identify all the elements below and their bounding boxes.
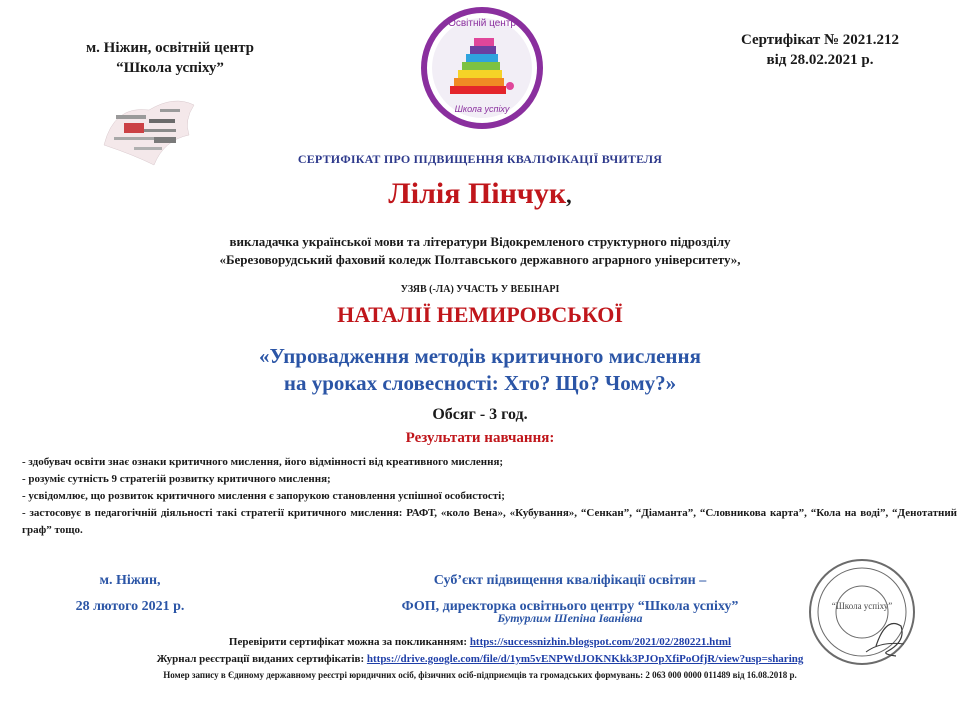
verify-link[interactable]: https://successnizhin.blogspot.com/2021/02/280221.html <box>469 636 732 648</box>
registry-line: Номер запису в Єдиному державному реєстрі юридичних осіб, фізичних осіб-підприємців та громадських формувань: 2 063 000 0000 011489 від 16.08.2018 р. <box>163 670 797 680</box>
verify-line <box>0 636 960 648</box>
certificate-title: СЕРТИФІКАТ ПРО ПІДВИЩЕННЯ КВАЛІФІКАЦІЇ ВЧИТЕЛЯ <box>297 152 663 166</box>
footer-city: м. Ніжин, <box>99 573 161 588</box>
subject-line1: Суб’єкт підвищення кваліфікації освітян – <box>433 573 707 588</box>
city-block <box>40 38 300 78</box>
participation-text: УЗЯВ (-ЛА) УЧАСТЬ У ВЕБІНАРІ <box>400 284 560 295</box>
logo-top-text: Освітній центр <box>448 18 516 29</box>
verify-label: Перевірити сертифікат можна за покликанням: <box>228 636 468 648</box>
webinar-title-line2: на уроках словесності: Хто? Що? Чому?» <box>283 371 677 395</box>
city-line2: “Школа успіху” <box>116 60 224 76</box>
logo-bottom-text: Школа успіху <box>454 104 510 114</box>
journal-line <box>0 653 960 665</box>
signer-name: Бутурлим Шепіна Іванівна <box>497 611 643 625</box>
certificate-date: від 28.02.2021 р. <box>766 52 874 68</box>
certificate-number-block <box>700 30 940 70</box>
webinar-title-line1: «Упровадження методів критичного мислення <box>259 344 701 368</box>
footer-city-block <box>40 568 220 620</box>
person-name-suffix: , <box>566 183 572 208</box>
footer-date: 28 лютого 2021 р. <box>75 599 185 614</box>
journal-link[interactable]: https://drive.google.com/file/d/1ym5vENPWtlJOKNKkk3PJOpXfiPoOfjR/view?usp=sharing <box>366 653 804 665</box>
result-item: - розуміє сутність 9 стратегій розвитку критичного мислення; <box>22 473 331 485</box>
city-line1: м. Ніжин, освітній центр <box>85 40 255 56</box>
result-item: - усвідомлює, що розвиток критичного мислення є запорукою становлення успішної особистості; <box>22 490 505 502</box>
certificate-number: Сертифікат № 2021.212 <box>740 32 900 48</box>
course-volume: Обсяг - 3 год. <box>432 406 528 423</box>
person-name-text: Лілія Пінчук <box>388 177 567 210</box>
staircase-logo-icon <box>420 6 544 130</box>
journal-label: Журнал реєстрації виданих сертифікатів: <box>156 653 365 665</box>
results-title: Результати навчання: <box>405 430 555 446</box>
stamp-text: “Школа успіху” <box>831 601 893 611</box>
result-item: - застосовує в педагогічній діяльності такі стратегії критичного мислення: РАФТ, «коло Вена», «Кубування», “Сенкан”, “Діаманта”, “Словникова карта”, “Кола на воді”, “Денотатний граф” тощо. <box>22 507 957 536</box>
result-item: - здобувач освіти знає ознаки критичного мислення, його відмінності від креативного мислення; <box>22 456 504 468</box>
speaker-name: НАТАЛІЇ НЕМИРОВСЬКОЇ <box>337 302 623 327</box>
stamp-icon <box>806 556 918 668</box>
position-line1: викладачка української мови та літератури Відокремленого структурного підрозділу <box>229 234 731 249</box>
results-list <box>22 454 957 539</box>
person-name <box>0 177 960 211</box>
position-line2: «Березоворудський фаховий коледж Полтавського державного аграрного університету», <box>219 252 741 267</box>
subject-line2: ФОП, директорка освітнього центру “Школа успіху” <box>401 599 739 614</box>
